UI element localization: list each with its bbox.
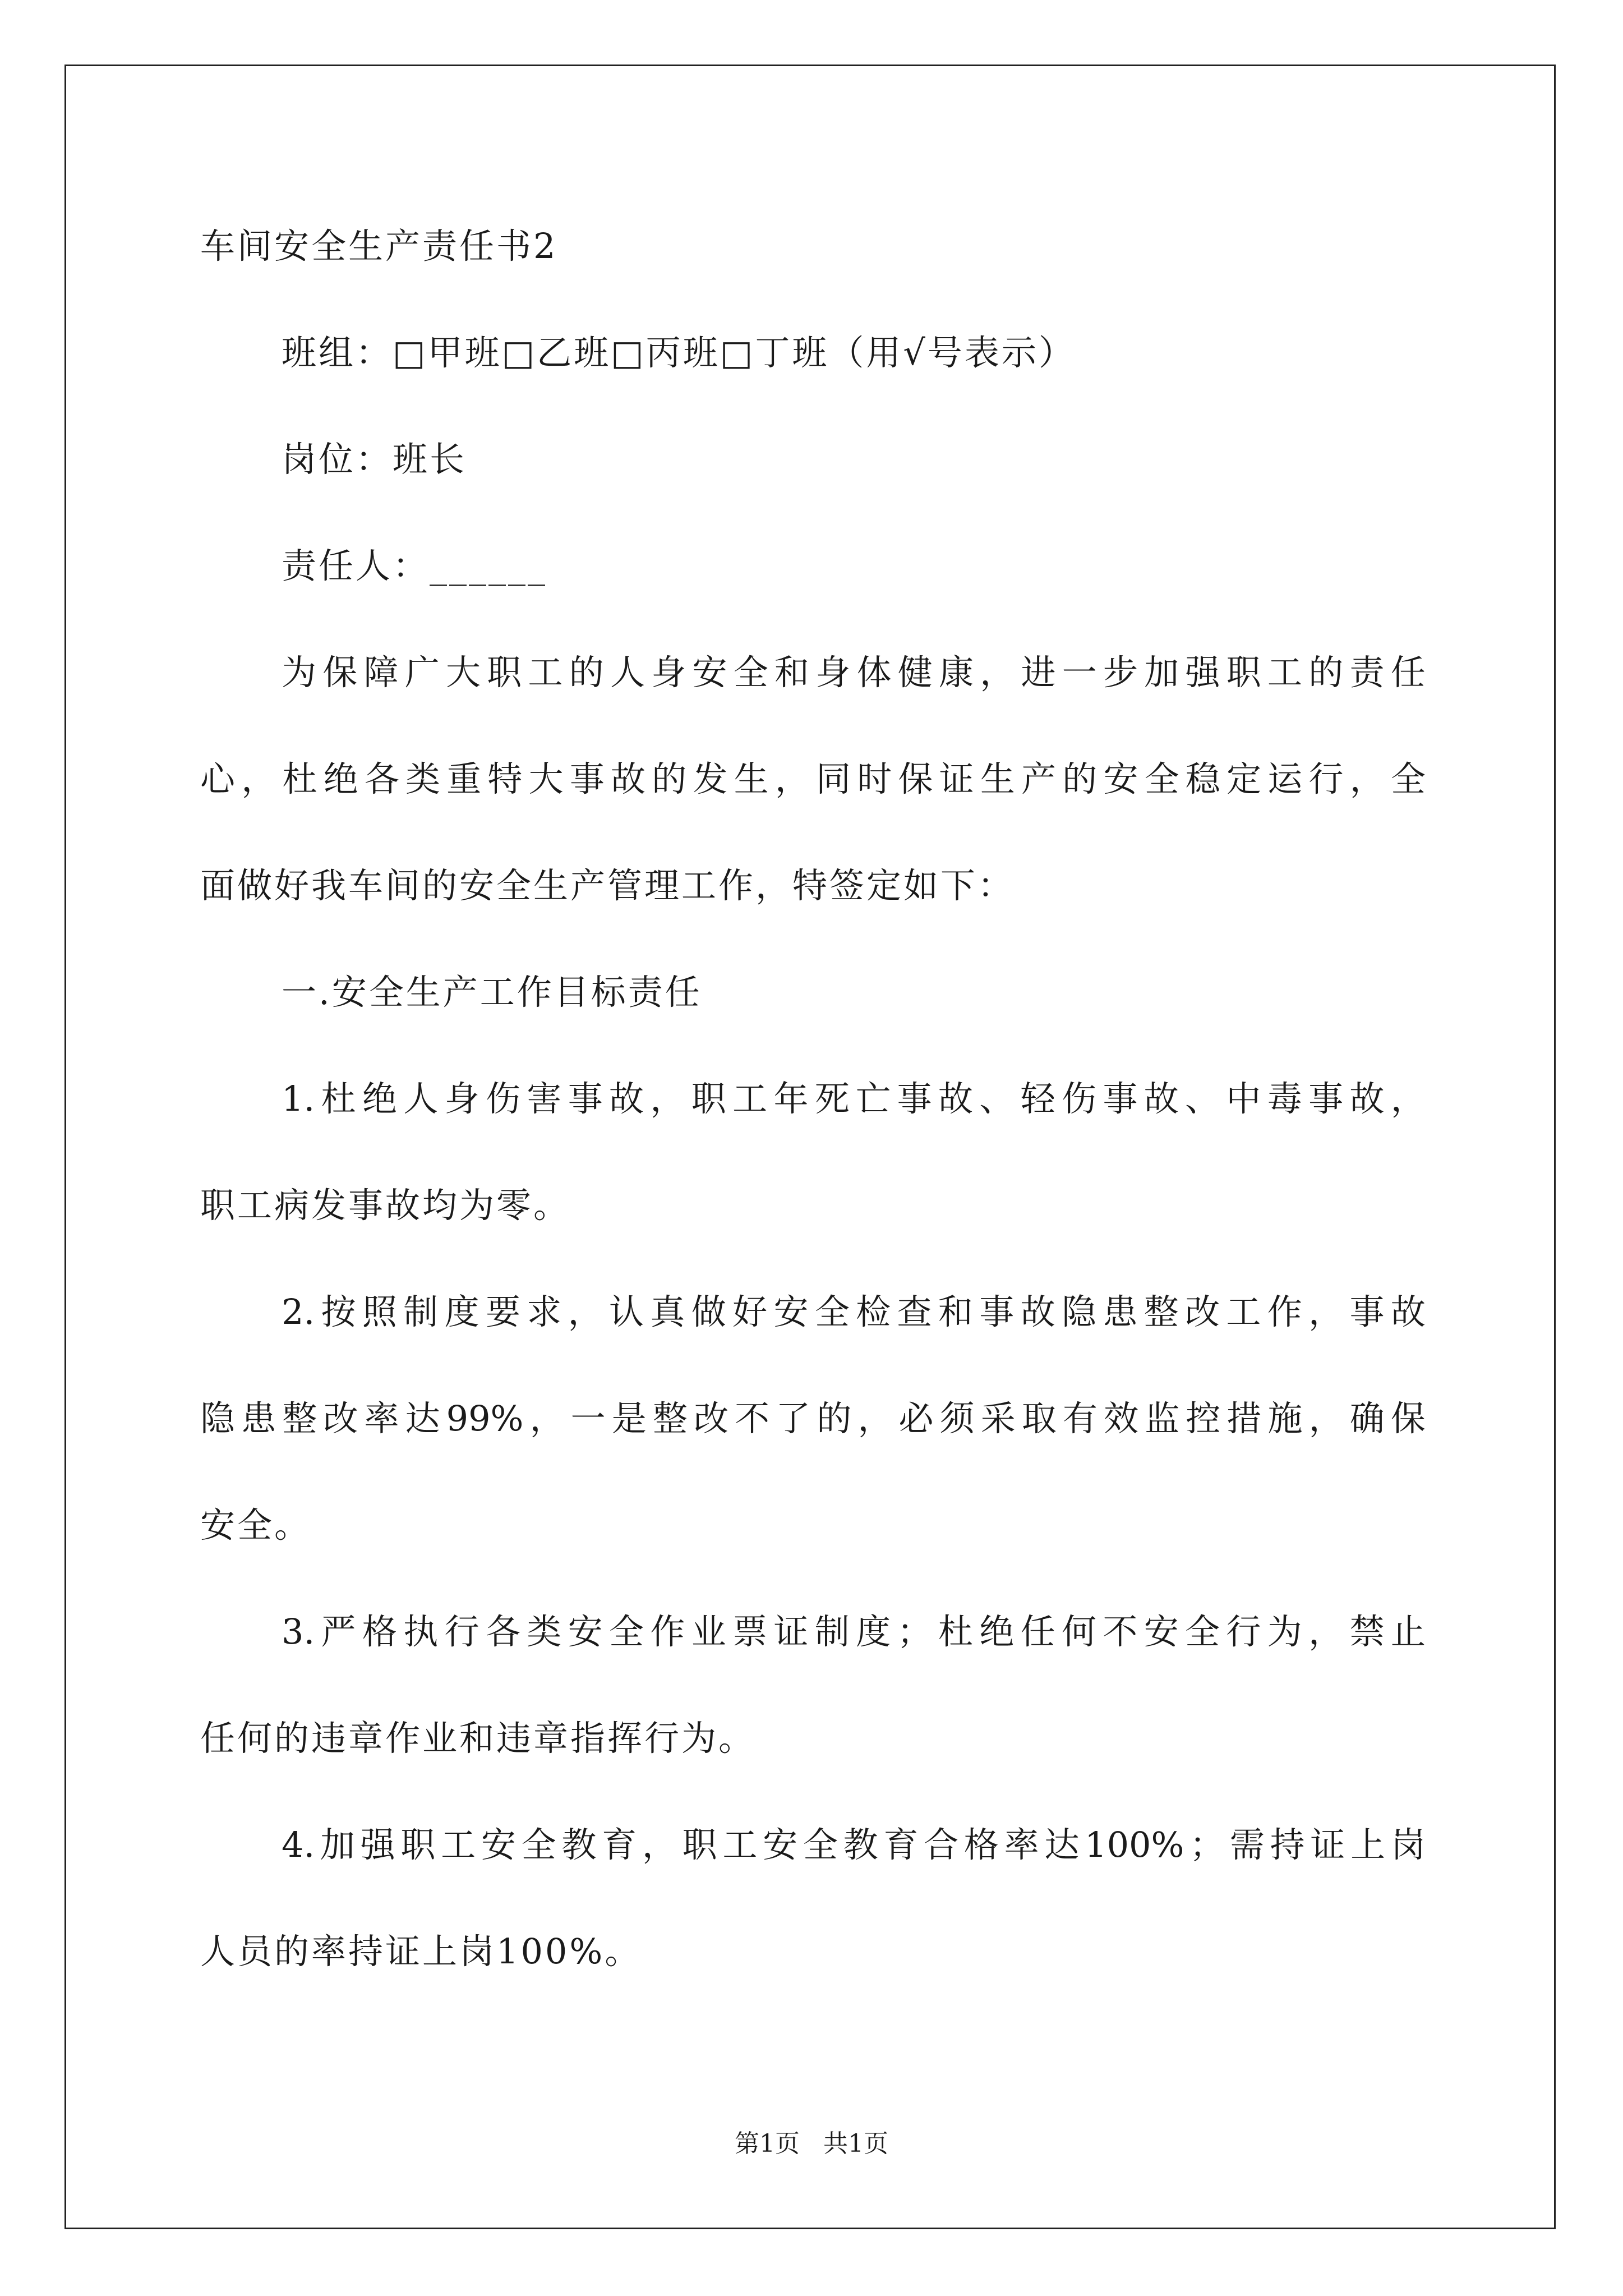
item-4-line-2: 人员的率持证上岗100%。 — [200, 1931, 642, 1972]
page-footer: 第1页 共1页 — [735, 2129, 888, 2158]
team-line: 班组：□甲班□乙班□丙班□丁班（用√号表示） — [282, 332, 1076, 373]
item-2-line-1: 2. 按 照 制 度 要 求 ， 认 真 做 好 安 全 检 查 和 事 故 隐 患 整 改 工 作 ， 事 故 — [282, 1291, 1426, 1332]
section-heading: 一.安全生产工作目标责任 — [282, 972, 702, 1013]
item-1-line-1: 1. 杜 绝 人 身 伤 害 事 故 ， 职 工 年 死 亡 事 故 、 轻 伤 事 故 、 中 毒 事 故 ， — [282, 1078, 1426, 1119]
page-border — [64, 65, 1556, 2229]
intro-line-2: 心 ， 杜 绝 各 类 重 特 大 事 故 的 发 生 ， 同 时 保 证 生 产 的 安 全 稳 定 运 行 ， 全 — [200, 758, 1426, 799]
item-4-line-1: 4. 加 强 职 工 安 全 教 育 ， 职 工 安 全 教 育 合 格 率 达 100% ； 需 持 证 上 岗 — [282, 1824, 1426, 1865]
position-line: 岗位：班长 — [282, 439, 467, 480]
intro-line-3: 面做好我车间的安全生产管理工作，特签定如下： — [200, 865, 1015, 906]
item-1-line-2: 职工病发事故均为零。 — [200, 1185, 571, 1226]
item-3-line-1: 3. 严 格 执 行 各 类 安 全 作 业 票 证 制 度 ； 杜 绝 任 何 不 安 全 行 为 ， 禁 止 — [282, 1611, 1426, 1652]
intro-line-1: 为 保 障 广 大 职 工 的 人 身 安 全 和 身 体 健 康 ， 进 一 步 加 强 职 工 的 责 任 — [282, 652, 1426, 693]
item-2-line-3: 安全。 — [200, 1504, 312, 1545]
item-2-line-2: 隐 患 整 改 率 达 99% ， 一 是 整 改 不 了 的 ， 必 须 采 取 有 效 监 控 措 施 ， 确 保 — [200, 1398, 1426, 1439]
document-title: 车间安全生产责任书2 — [200, 226, 558, 266]
responsible-line: 责任人：______ — [282, 545, 548, 586]
item-3-line-2: 任何的违章作业和违章指挥行为。 — [200, 1718, 756, 1759]
